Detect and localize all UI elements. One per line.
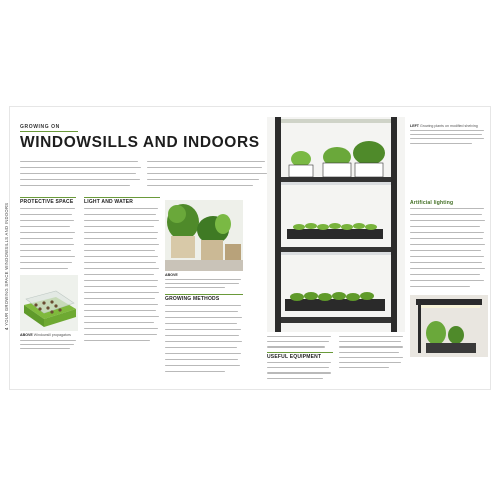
- artificial-lighting-text: [410, 208, 486, 292]
- propagator-caption-lead: ABOVE: [20, 333, 33, 337]
- useful-equipment-heading: USEFUL EQUIPMENT: [267, 354, 322, 360]
- useful-equipment-rule: [267, 352, 333, 353]
- light-and-water-rule: [84, 197, 160, 198]
- kicker-rule: [20, 131, 78, 132]
- herb-pots-caption-lead: ABOVE: [165, 273, 178, 277]
- propagator-photo: [20, 275, 78, 331]
- intro-column-1: [20, 161, 144, 191]
- protective-space-text: [20, 208, 76, 274]
- growing-methods-rule: [165, 294, 243, 295]
- herb-pots-photo: [165, 200, 243, 271]
- grow-lamp-photo: [410, 295, 488, 357]
- shelving-caption: [410, 124, 486, 147]
- shelving-caption-text: Growing plants on modified shelving: [419, 124, 478, 128]
- page-title: WINDOWSILLS AND INDOORS: [20, 134, 260, 151]
- artificial-lighting-heading: Artificial lighting: [410, 200, 454, 206]
- propagator-caption-text: Windowsill propagators: [33, 333, 71, 337]
- intro-column-2: [147, 161, 271, 191]
- shelving-caption-lead: LEFT: [410, 124, 419, 128]
- herb-pots-illustration: [165, 200, 243, 271]
- right-page-column-1: [267, 336, 333, 352]
- light-and-water-heading: LIGHT AND WATER: [84, 199, 134, 205]
- right-page-column-2: [339, 336, 405, 372]
- protective-space-heading: PROTECTIVE SPACE: [20, 199, 74, 205]
- growing-methods-heading: GROWING METHODS: [165, 296, 220, 302]
- shelving-photo: [267, 117, 405, 332]
- growing-methods-text: [165, 305, 243, 377]
- section-kicker: GROWING ON: [20, 124, 60, 130]
- grow-lamp-illustration: [410, 295, 488, 357]
- side-running-head: [4, 150, 12, 330]
- herb-pots-caption: [165, 273, 243, 292]
- page-number: 4: [4, 327, 9, 330]
- shelving-illustration: [267, 117, 405, 332]
- protective-space-rule: [20, 197, 76, 198]
- light-and-water-text: [84, 208, 160, 346]
- propagator-illustration: [20, 275, 78, 331]
- useful-equipment-text: [267, 362, 333, 383]
- running-head-text: YOUR GROWING SPACE WINDOWSILLS AND INDOORS: [4, 202, 9, 326]
- propagator-caption: [20, 333, 78, 353]
